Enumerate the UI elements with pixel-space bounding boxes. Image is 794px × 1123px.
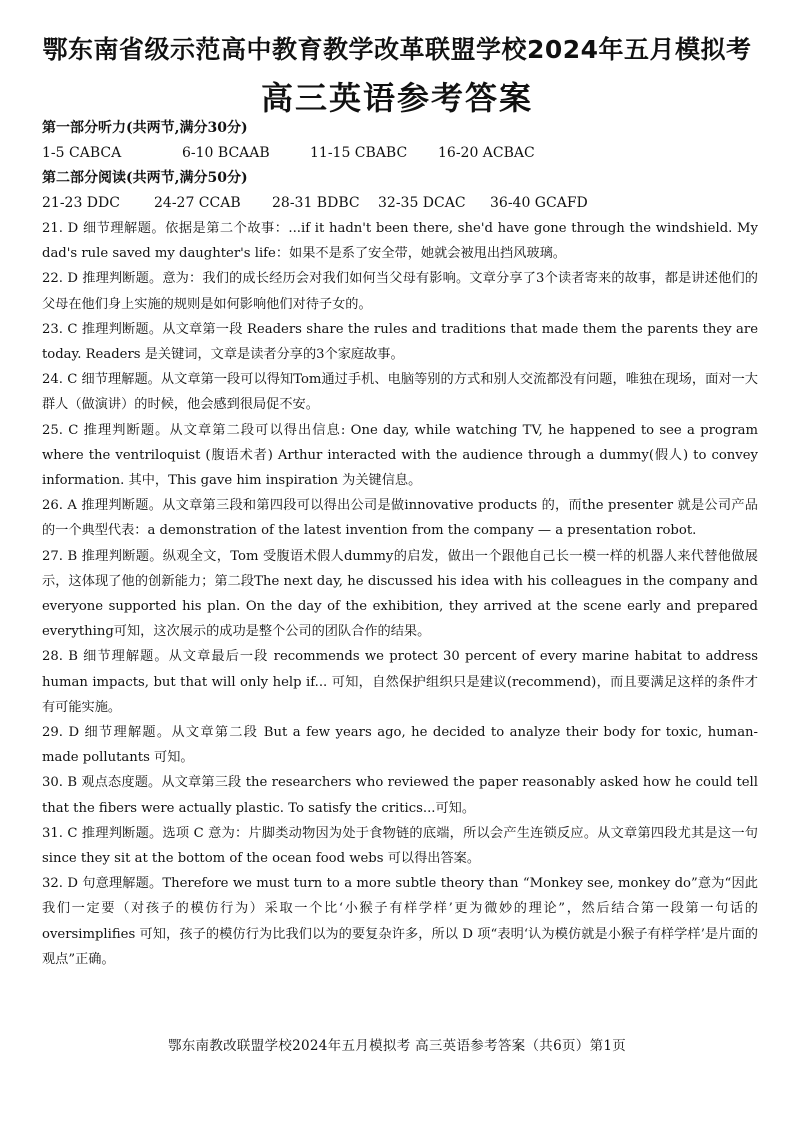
answer-group: 32-35 DCAC	[378, 195, 466, 211]
answer-group: 11-15 CBABC	[310, 145, 408, 161]
answer-group: 16-20 ACBAC	[438, 145, 535, 161]
explanation-23: 23. C 推理判断题。从文章第一段 Readers share the rules and traditions that made them the parents they are today. Readers 是关键词，文章是读者分享的3个家庭故事。	[42, 321, 758, 363]
answer-group: 24-27 CCAB	[154, 195, 241, 211]
explanation-31: 31. C 推理判断题。选项 C 意为：片脚类动物因为处于食物链的底端，所以会产生连锁反应。从文章第四段尤其是这一句 since they sit at the bottom of the ocean food webs 可以得出答案。	[42, 825, 758, 867]
explanation-29: 29. D 细节理解题。从文章第二段 But a few years ago, he decided to analyze their body for toxic, human-made pollutants 可知。	[42, 725, 758, 766]
explanation-24: 24. C 细节理解题。从文章第一段可以得知Tom通过手机、电脑等别的方式和别人交流都没有问题，唯独在现场，面对一大群人（做演讲）的时候，他会感到很局促不安。	[42, 372, 758, 413]
explanation-25: 25. C 推理判断题。从文章第二段可以得出信息: One day, while watching TV, he happened to see a program where the ventriloquist (腹语术者) Arthur interacted with the audience through a dummy(假人) to convey information. 其中，This gave him inspiration 为关键信息。	[42, 422, 758, 489]
explanation-22: 22. D 推理判断题。意为：我们的成长经历会对我们如何当父母有影响。文章分享了3个读者寄来的故事，都是讲述他们的父母在他们身上实施的规则是如何影响他们对待子女的。	[42, 271, 758, 312]
part2-heading: 第二部分阅读(共两节,满分50分)	[42, 170, 248, 186]
explanation-21: 21. D 细节理解题。依据是第二个故事：...if it hadn't been there, she'd have gone through the windshield. My dad's rule saved my daughter's life：如果不是系了安全带，她就会被甩出挡风玻璃。	[42, 221, 758, 262]
explanation-28: 28. B 细节理解题。从文章最后一段 recommends we protect 30 percent of every marine habitat to address human impacts, but that will only help if... 可知，自然保护组织只是建议(recommend)，而且要满足这样的条件才有可能实施。	[42, 649, 758, 715]
document-title: 高三英语参考答案	[260, 79, 533, 117]
explanation-27: 27. B 推理判断题。纵观全文，Tom 受腹语术假人dummy的启发，做出一个跟他自己长一模一样的机器人来代替他做展示，这体现了他的创新能力；第二段The next day, he discussed his idea with his colleagues in the company and everyone supported his plan. On the day of the exhibition, they arrived at the scene early and prepared everything可知，这次展示的成功是整个公司的团队合作的结果。	[42, 548, 758, 640]
part1-heading: 第一部分听力(共两节,满分30分)	[42, 120, 248, 136]
answer-group: 21-23 DDC	[42, 195, 120, 211]
explanation-26: 26. A 推理判断题。从文章第三段和第四段可以得出公司是做innovative products 的，而the presenter 就是公司产品的一个典型代表：a demonstration of the latest invention from the company — a presentation robot.	[42, 498, 758, 539]
part2-answer-row	[42, 190, 758, 216]
part1-answer-row	[42, 140, 758, 166]
answer-group: 6-10 BCAAB	[182, 145, 270, 161]
answer-group: 28-31 BDBC	[272, 195, 360, 211]
page-footer: 鄂东南教改联盟学校2024年五月模拟考 高三英语参考答案（共6页）第1页	[167, 1038, 627, 1054]
explanation-32: 32. D 句意理解题。Therefore we must turn to a more subtle theory than “Monkey see, monkey do”意为“因此我们一定要（对孩子的模仿行为）采取一个比‘小猴子有样学样’更为微妙的理论”，然后结合第一段第一句话的 oversimplifies 可知，孩子的模仿行为比我们以为的要复杂许多，所以 D 项“表明‘认为模仿就是小猴子有样学样’是片面的观点”正确。	[42, 876, 758, 967]
explanation-30: 30. B 观点态度题。从文章第三段 the researchers who reviewed the paper reasonably asked how he could tell that the fibers were actually plastic. To satisfy the critics...可知。	[42, 775, 758, 816]
answer-body	[42, 116, 758, 972]
answer-group: 36-40 GCAFD	[490, 195, 588, 211]
answer-group: 1-5 CABCA	[42, 145, 122, 161]
exam-title: 鄂东南省级示范高中教育教学改革联盟学校2024年五月模拟考	[42, 35, 752, 64]
